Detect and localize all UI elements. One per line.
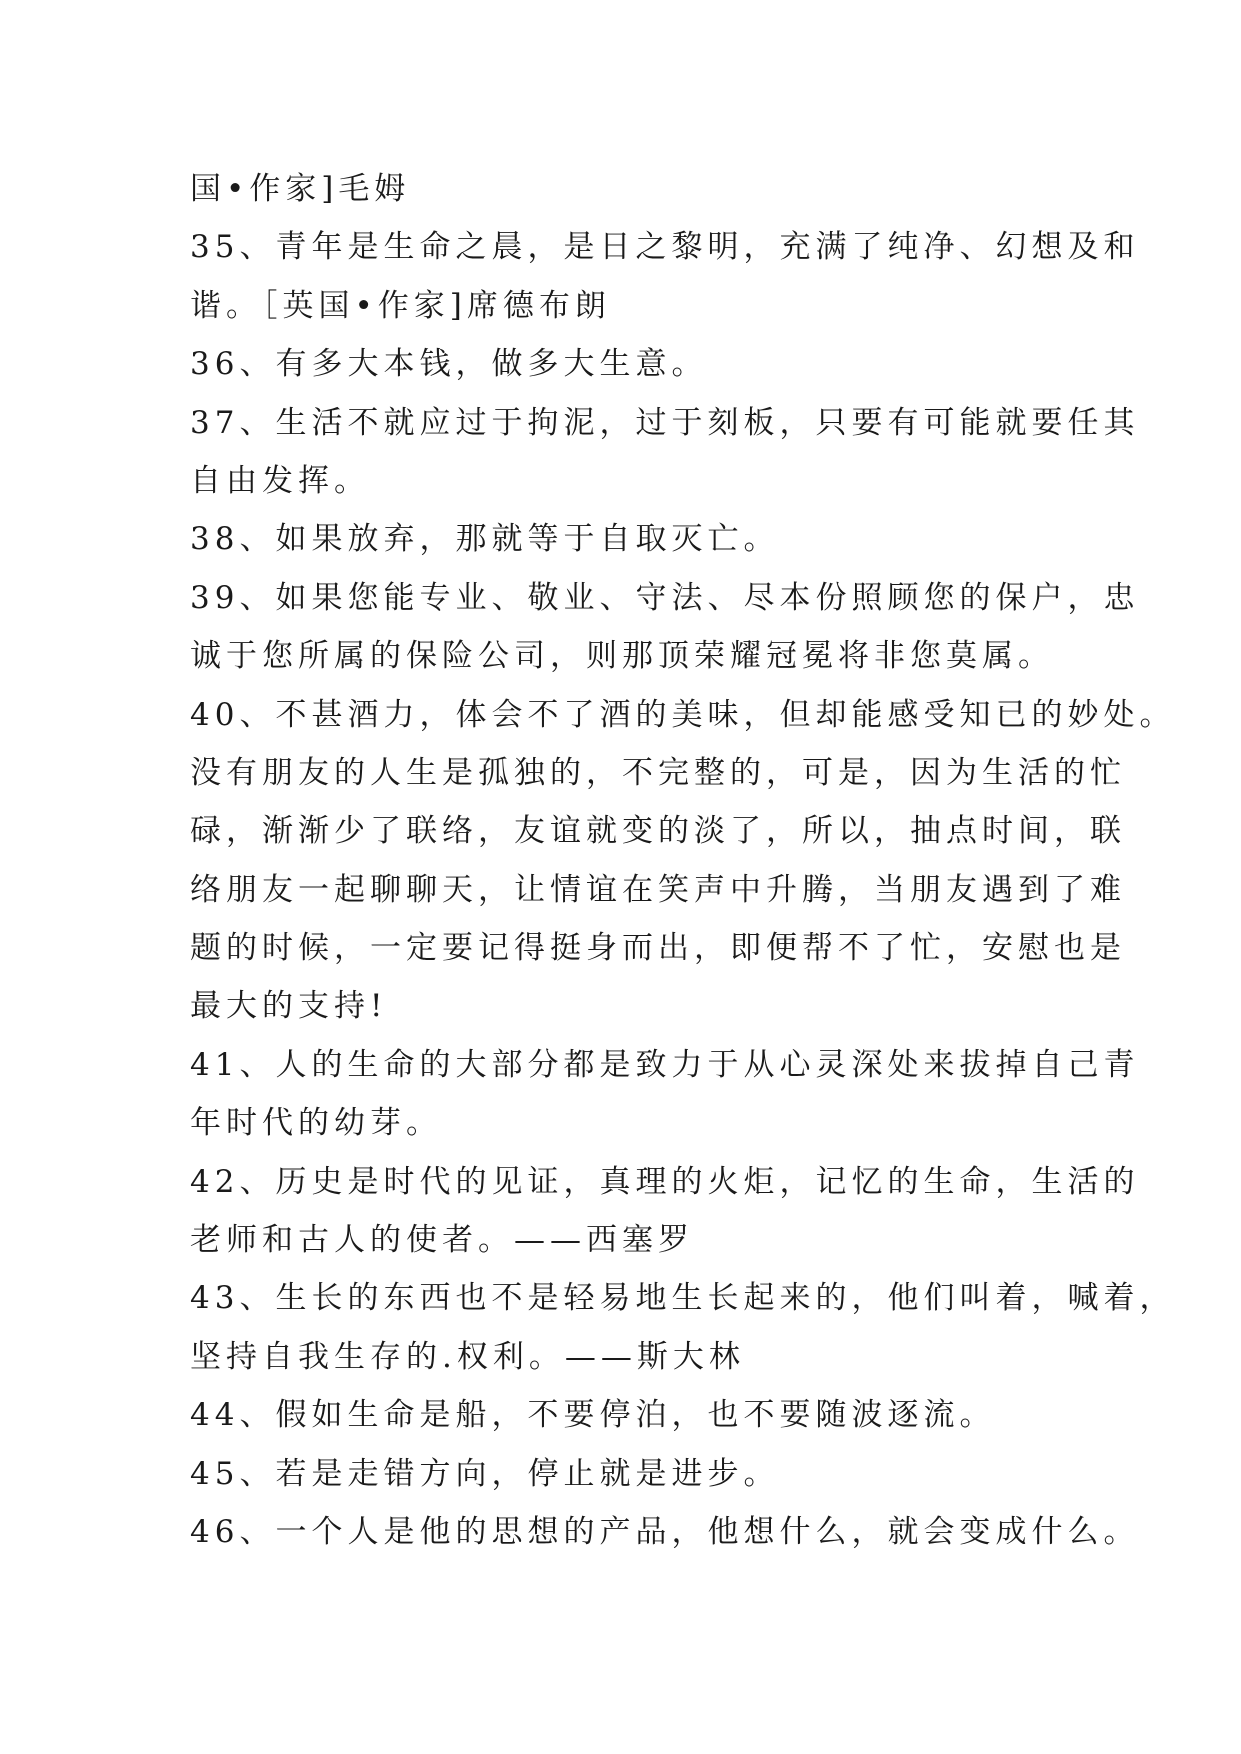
text-line: 谐。［英国•作家]席德布朗: [190, 287, 611, 324]
text-line: 题的时候，一定要记得挺身而出，即便帮不了忙，安慰也是: [190, 930, 1126, 967]
document-body: [190, 160, 1176, 1561]
text-line: 39、如果您能专业、敬业、守法、尽本份照顾您的保户，忠: [190, 579, 1140, 616]
text-line: 45、若是走错方向，停止就是进步。: [190, 1455, 780, 1492]
text-line: 40、不甚酒力，体会不了酒的美味，但却能感受知已的妙处。: [190, 696, 1176, 733]
text-line: 老师和古人的使者。——西塞罗: [190, 1222, 694, 1259]
text-line: 碌，渐渐少了联络，友谊就变的淡了，所以，抽点时间，联: [190, 813, 1126, 850]
text-line: 43、生长的东西也不是轻易地生长起来的，他们叫着，喊着，: [190, 1280, 1176, 1317]
text-line: 年时代的幼芽。: [190, 1105, 442, 1142]
text-line: 没有朋友的人生是孤独的，不完整的，可是，因为生活的忙: [190, 754, 1126, 791]
text-line: 42、历史是时代的见证，真理的火炬，记忆的生命，生活的: [190, 1163, 1140, 1200]
text-line: 最大的支持!: [190, 988, 388, 1025]
text-line: 自由发挥。: [190, 462, 370, 499]
text-line: 38、如果放弃，那就等于自取灭亡。: [190, 521, 780, 558]
text-line: 46、一个人是他的思想的产品，他想什么，就会变成什么。: [190, 1513, 1140, 1550]
text-line: 44、假如生命是船，不要停泊，也不要随波逐流。: [190, 1397, 996, 1434]
text-line: 诚于您所属的保险公司，则那顶荣耀冠冕将非您莫属。: [190, 638, 1054, 675]
text-line: 37、生活不就应过于拘泥，过于刻板，只要有可能就要任其: [190, 404, 1140, 441]
text-line: 国•作家]毛姆: [190, 171, 411, 207]
text-line: 36、有多大本钱，做多大生意。: [190, 346, 708, 383]
text-line: 41、人的生命的大部分都是致力于从心灵深处来拔掉自己青: [190, 1046, 1140, 1083]
text-line: 坚持自我生存的.权利。——斯大林: [190, 1338, 745, 1375]
text-line: 络朋友一起聊聊天，让情谊在笑声中升腾，当朋友遇到了难: [190, 871, 1126, 908]
text-line: 35、青年是生命之晨，是日之黎明，充满了纯净、幻想及和: [190, 229, 1140, 266]
